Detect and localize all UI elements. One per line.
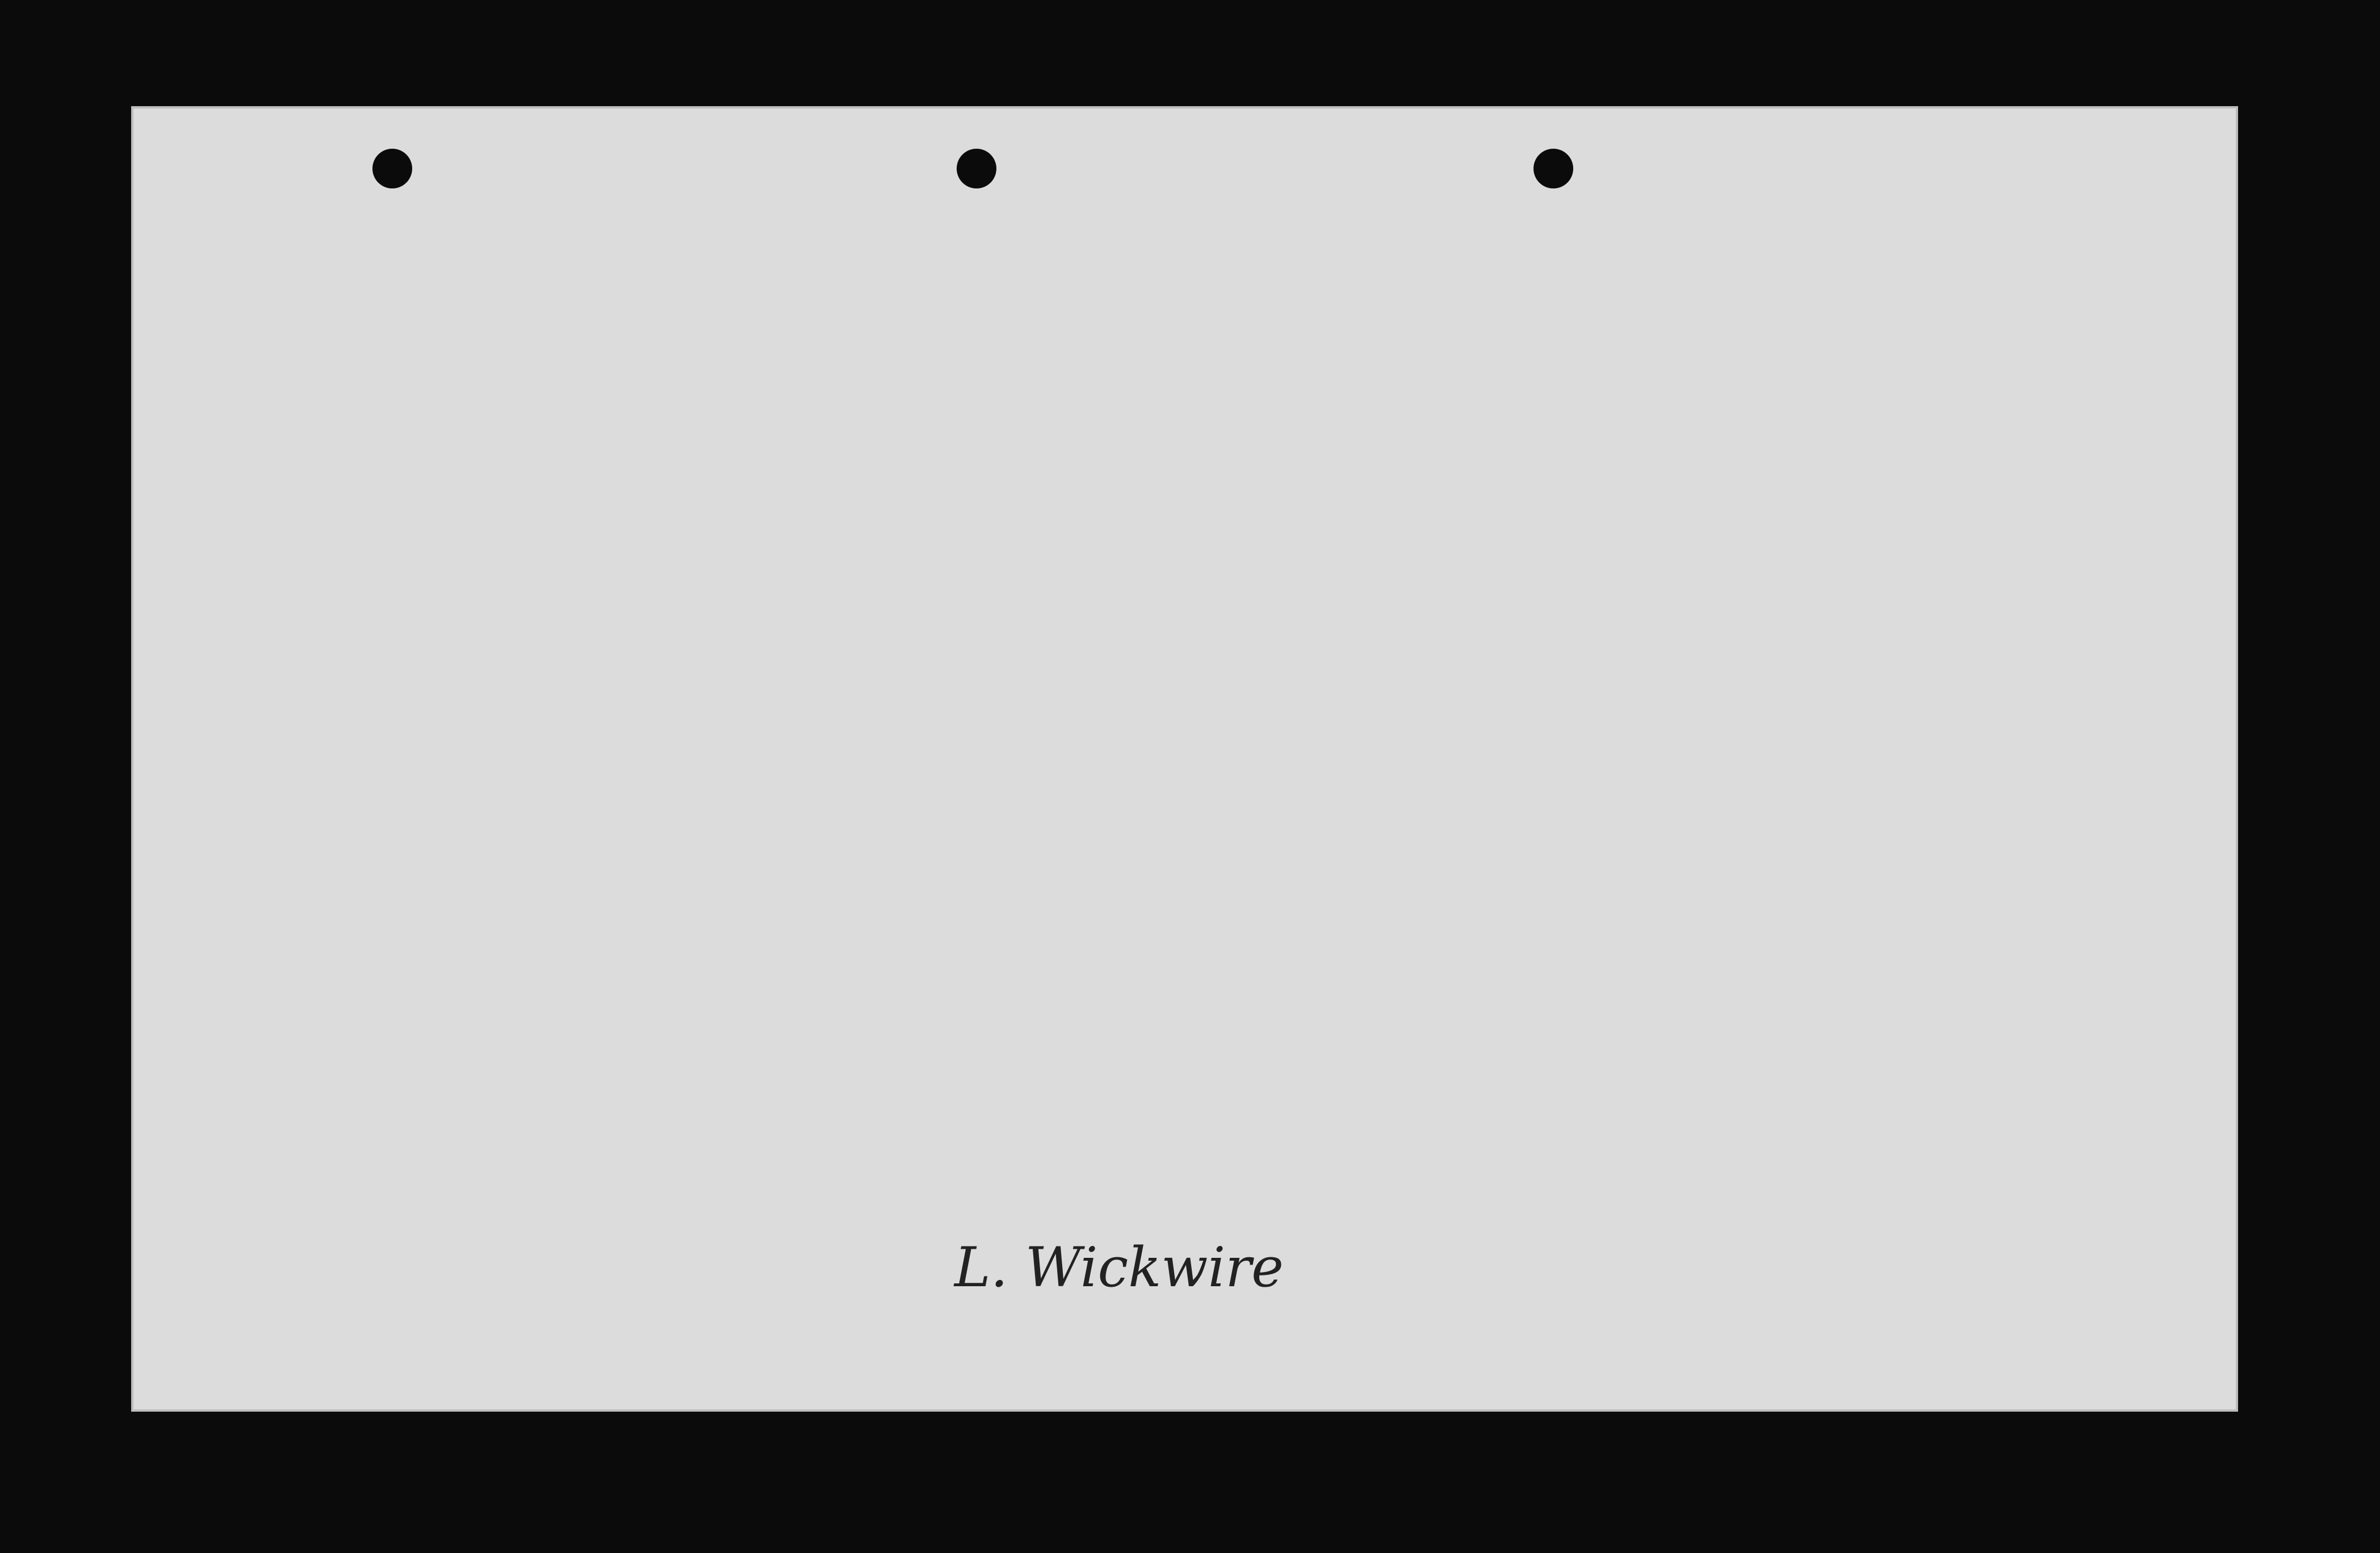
punch-hole — [957, 149, 996, 188]
document-page — [131, 106, 2238, 1412]
commanding-officer-signature: L. Wickwire — [954, 1236, 1284, 1299]
punch-hole — [372, 149, 412, 188]
punch-hole — [1533, 149, 1573, 188]
